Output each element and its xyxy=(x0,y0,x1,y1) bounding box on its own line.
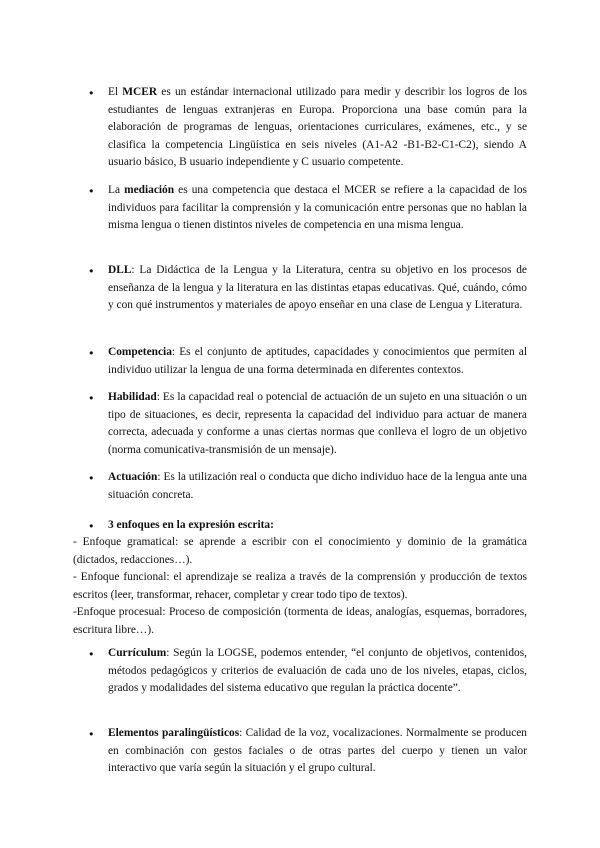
enfoque-funcional: - Enfoque funcional: el aprendizaje se realiza a través de la comprensión y producción de textos escritos (leer, transformar, rehacer, completar y crear todo tipo de textos). xyxy=(73,571,527,601)
bullet-term: Currículum xyxy=(108,647,167,659)
bullet-text: : Es el conjunto de aptitudes, capacidades y conocimientos que permiten al individuo utilizar la lengua de una forma determinada en diferentes contextos. xyxy=(108,346,527,376)
bullet-text: es un estándar internacional utilizado para medir y describir los logros de los estudiantes de lenguas extranjeras en Europa. Proporciona una base común para la elaboración de programas de lenguas, orientaciones curriculares, exámenes, etc., y se clasifica la competencia Lingüística en seis niveles (A1-A2 -B1-B2-C1-C2), siendo A usuario básico, B usuario independiente y C usuario competente. xyxy=(108,86,527,169)
bullet-habilidad xyxy=(108,389,527,459)
bullet-enfoques xyxy=(108,517,527,535)
bullet-text: : Calidad de la voz, vocalizaciones. Normalmente se producen en combinación con gestos faciales o de otras partes del cuerpo y tienen un valor interactivo que varía según la situación y el grupo cultural. xyxy=(108,727,528,775)
bullet-term: Competencia xyxy=(108,346,172,358)
bullet-term: 3 enfoques en la expresión escrita: xyxy=(108,519,274,531)
bullet-paralinguisticos xyxy=(108,725,527,778)
enfoques-list xyxy=(73,534,527,640)
bullet-term: Elementos paralingüísticos xyxy=(108,727,240,739)
bullet-term: MCER xyxy=(122,86,158,98)
bullet-competencia xyxy=(108,344,527,379)
bullet-term: DLL xyxy=(108,264,132,276)
bullet-actuacion xyxy=(108,469,527,504)
bullet-text: es una competencia que destaca el MCER se refiere a la capacidad de los individuos para facilitar la comprensión y la comunicación entre personas que no hablan la misma lengua o tienen distintos niveles de competencia en una misma lengua. xyxy=(108,184,527,232)
bullet-mediacion xyxy=(108,182,527,235)
bullet-lead: La xyxy=(108,184,125,196)
bullet-lead: El xyxy=(108,86,123,98)
bullet-text: : La Didáctica de la Lengua y la Literatura, centra su objetivo en los procesos de enseñanza de la lengua y la literatura en las distintas etapas educativas. Qué, cuándo, cómo y con qué instrumentos y materiales de apoyo enseñar en una clase de Lengua y Literatura. xyxy=(108,264,527,312)
bullet-text: : Es la capacidad real o potencial de actuación de un sujeto en una situación o un tipo de situaciones, es decir, representa la capacidad del individuo para actuar de manera correcta, adecuada y conforme a unas ciertas normas que conlleva el logro de un objetivo (norma comunicativa-transmisión de un mensaje). xyxy=(108,391,527,456)
enfoque-gramatical: - Enfoque gramatical: se aprende a escribir con el conocimiento y dominio de la gramática (dictados, redacciones…). xyxy=(73,536,527,566)
bullet-term: Actuación xyxy=(108,471,158,483)
bullet-curriculum xyxy=(108,645,527,698)
bullet-term: Habilidad xyxy=(108,391,157,403)
bullet-text: : Según la LOGSE, podemos entender, “el conjunto de objetivos, contenidos, métodos pedagógicos y criterios de evaluación de cada uno de los niveles, etapas, ciclos, grados y modalidades del sistema educativo que regulan la práctica docente”. xyxy=(108,647,527,695)
enfoque-procesual: -Enfoque procesual: Proceso de composición (tormenta de ideas, analogías, esquemas, borradores, escritura libre…). xyxy=(73,606,527,636)
bullet-mcer xyxy=(108,84,527,172)
bullet-term: mediación xyxy=(124,184,175,196)
bullet-text: : Es la utilización real o conducta que dicho individuo hace de la lengua ante una situación concreta. xyxy=(108,471,527,501)
bullet-dll xyxy=(108,262,527,315)
